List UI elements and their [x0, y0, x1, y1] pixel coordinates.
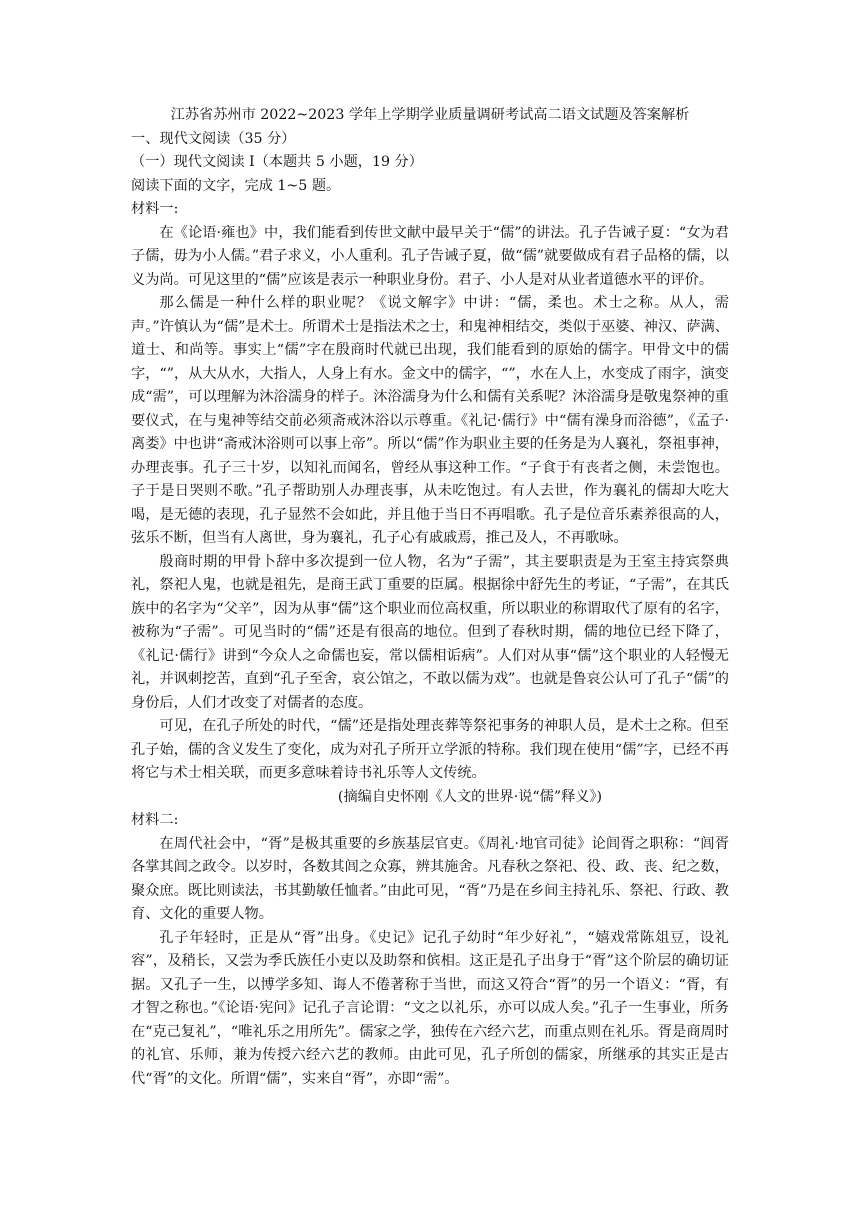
- material1-source: (摘编自史怀刚《人文的世界·说“儒”释义》): [337, 788, 603, 805]
- material2-label: 材料二:: [131, 812, 179, 828]
- exam-page: [131, 104, 729, 1091]
- material1-paragraph: 在《论语·雍也》中，我们能看到传世文献中最早关于“儒”的讲法。孔子告诫子夏：“女为君子儒，毋为小人儒。”君子求义，小人重利。孔子告诫子夏，做“儒”就要做成有君子品格的儒，以义为尚。可见这里的“儒”应该是表示一种职业身份。君子、小人是对从业者道德水平的评价。: [131, 224, 729, 288]
- material2-paragraph: 孔子年轻时，正是从“胥”出身。《史记》记孔子幼时“年少好礼”，“嬉戏常陈俎豆，设礼容”，及稍长，又尝为季氏族任小吏以及助祭和傧相。这正是孔子出身于“胥”这个阶层的确切证据。又孔子一生，以博学多知、诲人不倦著称于当世，而这又符合“胥”的另一个语义：“胥，有才智之称也。”《论语·宪问》记孔子言论谓：“文之以礼乐，亦可以成人矣。”孔子一生事业，所务在“克己复礼”，“唯礼乐之用所先”。儒家之学，独传在六经六艺，而重点则在礼乐。胥是商周时的礼官、乐师，兼为传授六经六艺的教师。由此可见，孔子所创的儒家，所继承的其实正是古代“胥”的文化。所谓“儒”，实来自“胥”，亦即“需”。: [131, 929, 729, 1087]
- subsection-heading: （一）现代文阅读 I（本题共 5 小题，19 分）: [131, 154, 423, 170]
- instruction-text: 阅读下面的文字，完成 1~5 题。: [131, 177, 341, 194]
- material1-label: 材料一:: [131, 201, 179, 217]
- section-heading: 一、现代文阅读（35 分）: [131, 130, 296, 147]
- material2-paragraph: 在周代社会中，“胥”是极其重要的乡族基层官吏。《周礼·地官司徒》论闾胥之职称：“闾胥各掌其闾之政令。以岁时，各数其闾之众寡，辨其施舍。凡春秋之祭祀、役、政、丧、纪之数，聚众庶。既比则读法，书其勤敏任恤者。”由此可见，“胥”乃是在乡间主持礼乐、祭祀、行政、教育、文化的重要人物。: [131, 835, 730, 922]
- material1-paragraph: 殷商时期的甲骨卜辞中多次提到一位人物，名为“子需”，其主要职责是为王室主持宾祭典礼，祭祀人鬼，也就是祖先，是商王武丁重要的臣属。根据徐中舒先生的考证，“子需”，在其氏族中的名字为“父辛”，因为从事“儒”这个职业而位高权重，所以职业的称谓取代了原有的名字，被称为“子需”。可见当时的“儒”还是有很高的地位。但到了春秋时期，儒的地位已经下降了，《礼记·儒行》讲到“今众人之命儒也妄，常以儒相诟病”。人们对从事“儒”这个职业的人轻慢无礼，并讽刺挖苦，直到“孔子至舍，哀公馆之，不敢以儒为戏”。也就是鲁哀公认可了孔子“儒”的身份后，人们才改变了对儒者的态度。: [131, 553, 729, 711]
- material1-paragraph: 可见，在孔子所处的时代，“儒”还是指处理丧葬等祭祀事务的神职人员，是术士之称。但至孔子始，儒的含义发生了变化，成为对孔子所开立学派的特称。我们现在使用“儒”字，已经不再将它与术士相关联，而更多意味着诗书礼乐等人文传统。: [131, 718, 729, 781]
- exam-title: 江苏省苏州市 2022~2023 学年上学期学业质量调研考试高二语文试题及答案解析: [170, 107, 690, 123]
- material1-paragraph: 那么儒是一种什么样的职业呢？《说文解字》中讲：“儒，柔也。术士之称。从人，需声。”许慎认为“儒”是术士。所谓术士是指法术之士，和鬼神相结交，类似于巫婆、神汉、萨满、道士、和尚等。事实上“儒”字在殷商时代就已出现，我们能看到的原始的儒字。甲骨文中的儒字，“”，从大从水，大指人，人身上有水。金文中的儒字，“”，水在人上，水变成了雨字，演变成“需”，可以理解为沐浴濡身的样子。沐浴濡身为什么和儒有关系呢？沐浴濡身是敬鬼祭神的重要仪式，在与鬼神等结交前必须斋戒沐浴以示尊重。《礼记·儒行》中“儒有澡身而浴德”，《孟子·离娄》中也讲“斋戒沐浴则可以事上帝”。所以“儒”作为职业主要的任务是为人襄礼，祭祖事神，办理丧事。孔子三十岁，以知礼而闻名，曾经从事这种工作。“子食于有丧者之侧，未尝饱也。子于是日哭则不歌。”孔子帮助别人办理丧事，从未吃饱过。有人去世，作为襄礼的儒却大吃大喝，是无德的表现，孔子显然不会如此，并且他于当日不再唱歌。孔子是位音乐素养很高的人，弦乐不断，但当有人离世，身为襄礼，孔子心有戚戚焉，推己及人，不再歌咏。: [131, 295, 729, 546]
